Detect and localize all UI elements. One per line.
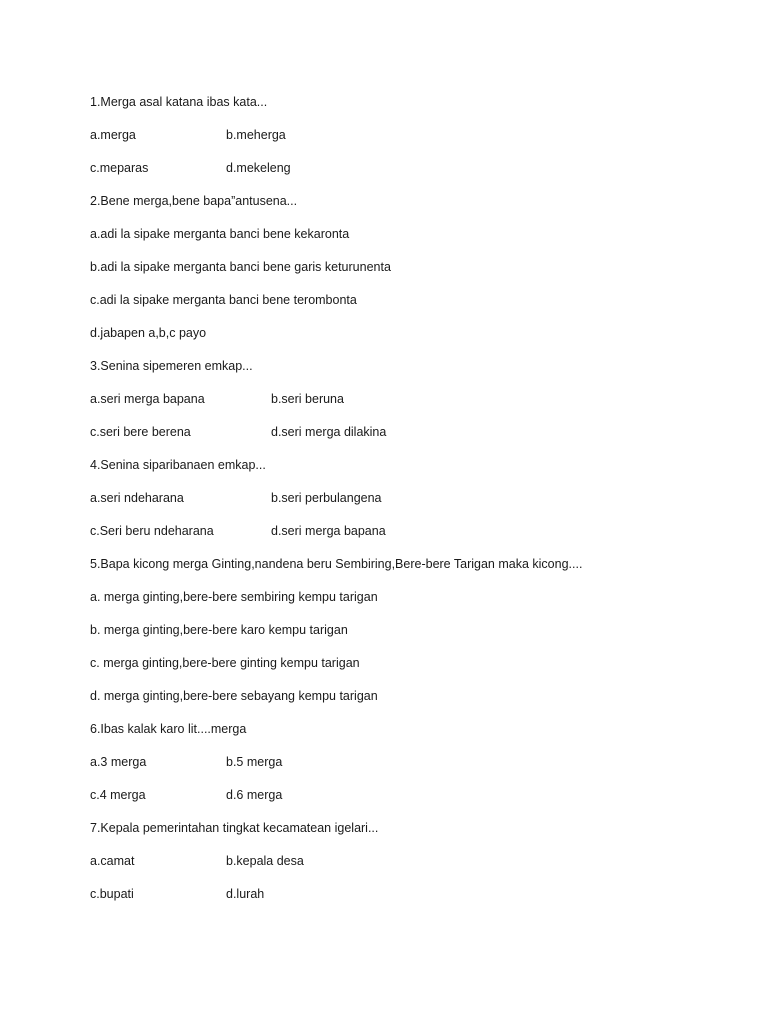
answer-option-d <box>90 687 730 720</box>
answer-option-c: c.seri bere berena <box>90 425 191 439</box>
answer-option-c: c.Seri beru ndeharana <box>90 524 214 538</box>
answer-row <box>90 852 730 885</box>
answer-option-d: d.seri merga dilakina <box>271 425 387 439</box>
question-stem-text: 6.Ibas kalak karo lit....merga <box>90 722 247 736</box>
question-stem-text: 1.Merga asal katana ibas kata... <box>90 95 268 109</box>
answer-row <box>90 489 730 522</box>
answer-option-a: a.merga <box>90 128 136 142</box>
answer-text: d. merga ginting,bere-bere sebayang kempu tarigan <box>90 689 378 703</box>
answer-row <box>90 753 730 786</box>
answer-row <box>90 126 730 159</box>
question-3-stem <box>90 357 730 390</box>
answer-option-d: d.seri merga bapana <box>271 524 386 538</box>
answer-option-c: c.meparas <box>90 161 149 175</box>
answer-row <box>90 786 730 819</box>
answer-option-b: b.5 merga <box>226 755 283 769</box>
question-6-stem <box>90 720 730 753</box>
answer-option-a: a.3 merga <box>90 755 147 769</box>
answer-option-d: d.lurah <box>226 887 265 901</box>
answer-option-a <box>90 588 730 621</box>
answer-option-b: b.seri beruna <box>271 392 344 406</box>
question-stem-text: 4.Senina siparibanaen emkap... <box>90 458 266 472</box>
answer-option-b <box>90 621 730 654</box>
answer-option-c <box>90 291 730 324</box>
answer-text: c.adi la sipake merganta banci bene terombonta <box>90 293 357 307</box>
answer-option-c: c.4 merga <box>90 788 146 802</box>
answer-option-d: d.mekeleng <box>226 161 291 175</box>
answer-option-d <box>90 324 730 357</box>
answer-option-a: a.seri ndeharana <box>90 491 184 505</box>
answer-text: a. merga ginting,bere-bere sembiring kempu tarigan <box>90 590 378 604</box>
document-page <box>90 93 730 918</box>
answer-option-b: b.meherga <box>226 128 286 142</box>
answer-text: a.adi la sipake merganta banci bene kekaronta <box>90 227 350 241</box>
answer-option-c: c.bupati <box>90 887 134 901</box>
answer-text: b.adi la sipake merganta banci bene garis keturunenta <box>90 260 391 274</box>
question-stem-text: 3.Senina sipemeren emkap... <box>90 359 253 373</box>
question-4-stem <box>90 456 730 489</box>
question-stem-text: 2.Bene merga,bene bapa”antusena... <box>90 194 298 208</box>
question-1-stem <box>90 93 730 126</box>
answer-row <box>90 423 730 456</box>
question-2-stem <box>90 192 730 225</box>
question-stem-text: 5.Bapa kicong merga Ginting,nandena beru Sembiring,Bere-bere Tarigan maka kicong.... <box>90 557 583 571</box>
answer-option-b: b.seri perbulangena <box>271 491 382 505</box>
answer-option-a <box>90 225 730 258</box>
answer-row <box>90 885 730 918</box>
question-7-stem <box>90 819 730 852</box>
answer-text: b. merga ginting,bere-bere karo kempu tarigan <box>90 623 348 637</box>
answer-row <box>90 522 730 555</box>
question-stem-text: 7.Kepala pemerintahan tingkat kecamatean igelari... <box>90 821 379 835</box>
answer-row <box>90 390 730 423</box>
answer-option-a: a.seri merga bapana <box>90 392 205 406</box>
answer-row <box>90 159 730 192</box>
answer-option-a: a.camat <box>90 854 135 868</box>
answer-text: d.jabapen a,b,c payo <box>90 326 207 340</box>
answer-option-d: d.6 merga <box>226 788 283 802</box>
answer-option-b <box>90 258 730 291</box>
answer-text: c. merga ginting,bere-bere ginting kempu tarigan <box>90 656 360 670</box>
answer-option-c <box>90 654 730 687</box>
answer-option-b: b.kepala desa <box>226 854 304 868</box>
question-5-stem <box>90 555 730 588</box>
